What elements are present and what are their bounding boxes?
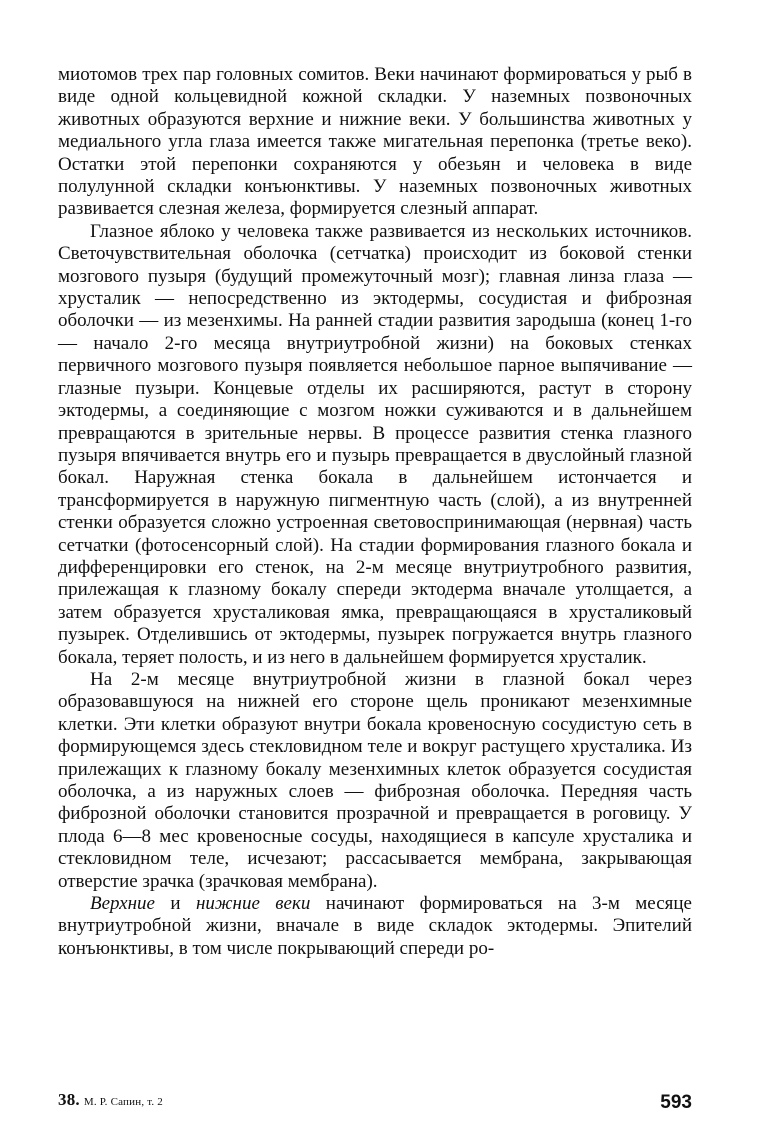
page-footer xyxy=(58,1086,692,1116)
page-body xyxy=(58,64,692,960)
printer-signature xyxy=(58,1090,163,1110)
conjunction-text: и xyxy=(154,893,196,915)
signature-text: М. Р. Сапин, т. 2 xyxy=(83,1096,163,1108)
paragraph-upper-lower-eyelids xyxy=(58,893,692,960)
paragraph-eyelids-evolution: миотомов трех пар головных сомитов. Веки начинают формироваться у рыб в виде одной кольцевидной кожной складки. У наземных позвоночных животных образуются верхние и нижние веки. У большинства животных у медиального угла глаза имеется также мигательная перепонка (третье веко). Остатки этой перепонки сохраняются у обезьян и человека в виде полулунной складки конъюнктивы. У наземных позвоночных животных развивается слезная железа, формируется слезный аппарат. xyxy=(58,64,692,220)
paragraph-tail-text: начинают формироваться на 3-м месяце внутриутробной жизни, вначале в виде складок эктодермы. Эпителий конъюнктивы, в том числе покрывающий спереди ро- xyxy=(58,893,692,959)
emphasis-upper: Верхние xyxy=(90,893,155,915)
paragraph-mesenchyme-cells: На 2-м месяце внутриутробной жизни в глазной бокал через образовавшуюся на нижней его стороне щель проникают мезенхимные клетки. Эти клетки образуют внутри бокала кровеносную сосудистую сеть в формирующемся здесь стекловидном теле и вокруг растущего хрусталика. Из прилежащих к глазному бокалу мезенхимных клеток образуется сосудистая оболочка, а из наружных слоев — фиброзная оболочка. Передняя часть фиброзной оболочки становится прозрачной и превращается в роговицу. У плода 6—8 мес кровеносные сосуды, находящиеся в капсуле хрусталика и стекловидном теле, исчезают; рассасывается мембрана, закрывающая отверстие зрачка (зрачковая мембрана). xyxy=(58,668,692,892)
page-number: 593 xyxy=(660,1092,692,1113)
paragraph-eyeball-development: Глазное яблоко у человека также развивается из нескольких источников. Светочувствительная оболочка (сетчатка) происходит из боковой стенки мозгового пузыря (будущий промежуточный мозг); главная линза глаза — хрусталик — непосредственно из эктодермы, сосудистая и фиброзная оболочки — из мезенхимы. На ранней стадии развития зародыша (конец 1-го — начало 2-го месяца внутриутробной жизни) на боковых стенках первичного мозгового пузыря появляется небольшое парное выпячивание — глазные пузыри. Концевые отделы их расширяются, растут в сторону эктодермы, а соединяющие с мозгом ножки суживаются и в дальнейшем превращаются в зрительные нервы. В процессе развития стенка глазного пузыря впячивается внутрь его и пузырь превращается в двуслойный глазной бокал. Наружная стенка бокала в дальнейшем истончается и трансформируется в наружную пигментную часть (слой), а из внутренней стенки образуется сложно устроенная световоспринимающая (нервная) часть сетчатки (фотосенсорный слой). На стадии формирования глазного бокала и дифференцировки его стенок, на 2-м месяце внутриутробного развития, прилежащая к глазному бокалу спереди эктодерма вначале утолщается, а затем образуется хрусталиковая ямка, превращающаяся в хрусталиковый пузырек. Отделившись от эктодермы, пузырек погружается внутрь глазного бокала, теряет полость, и из него в дальнейшем формируется хрусталик. xyxy=(58,220,692,668)
signature-number: 38. xyxy=(58,1090,80,1109)
emphasis-lower-eyelids: нижние веки xyxy=(195,893,311,915)
